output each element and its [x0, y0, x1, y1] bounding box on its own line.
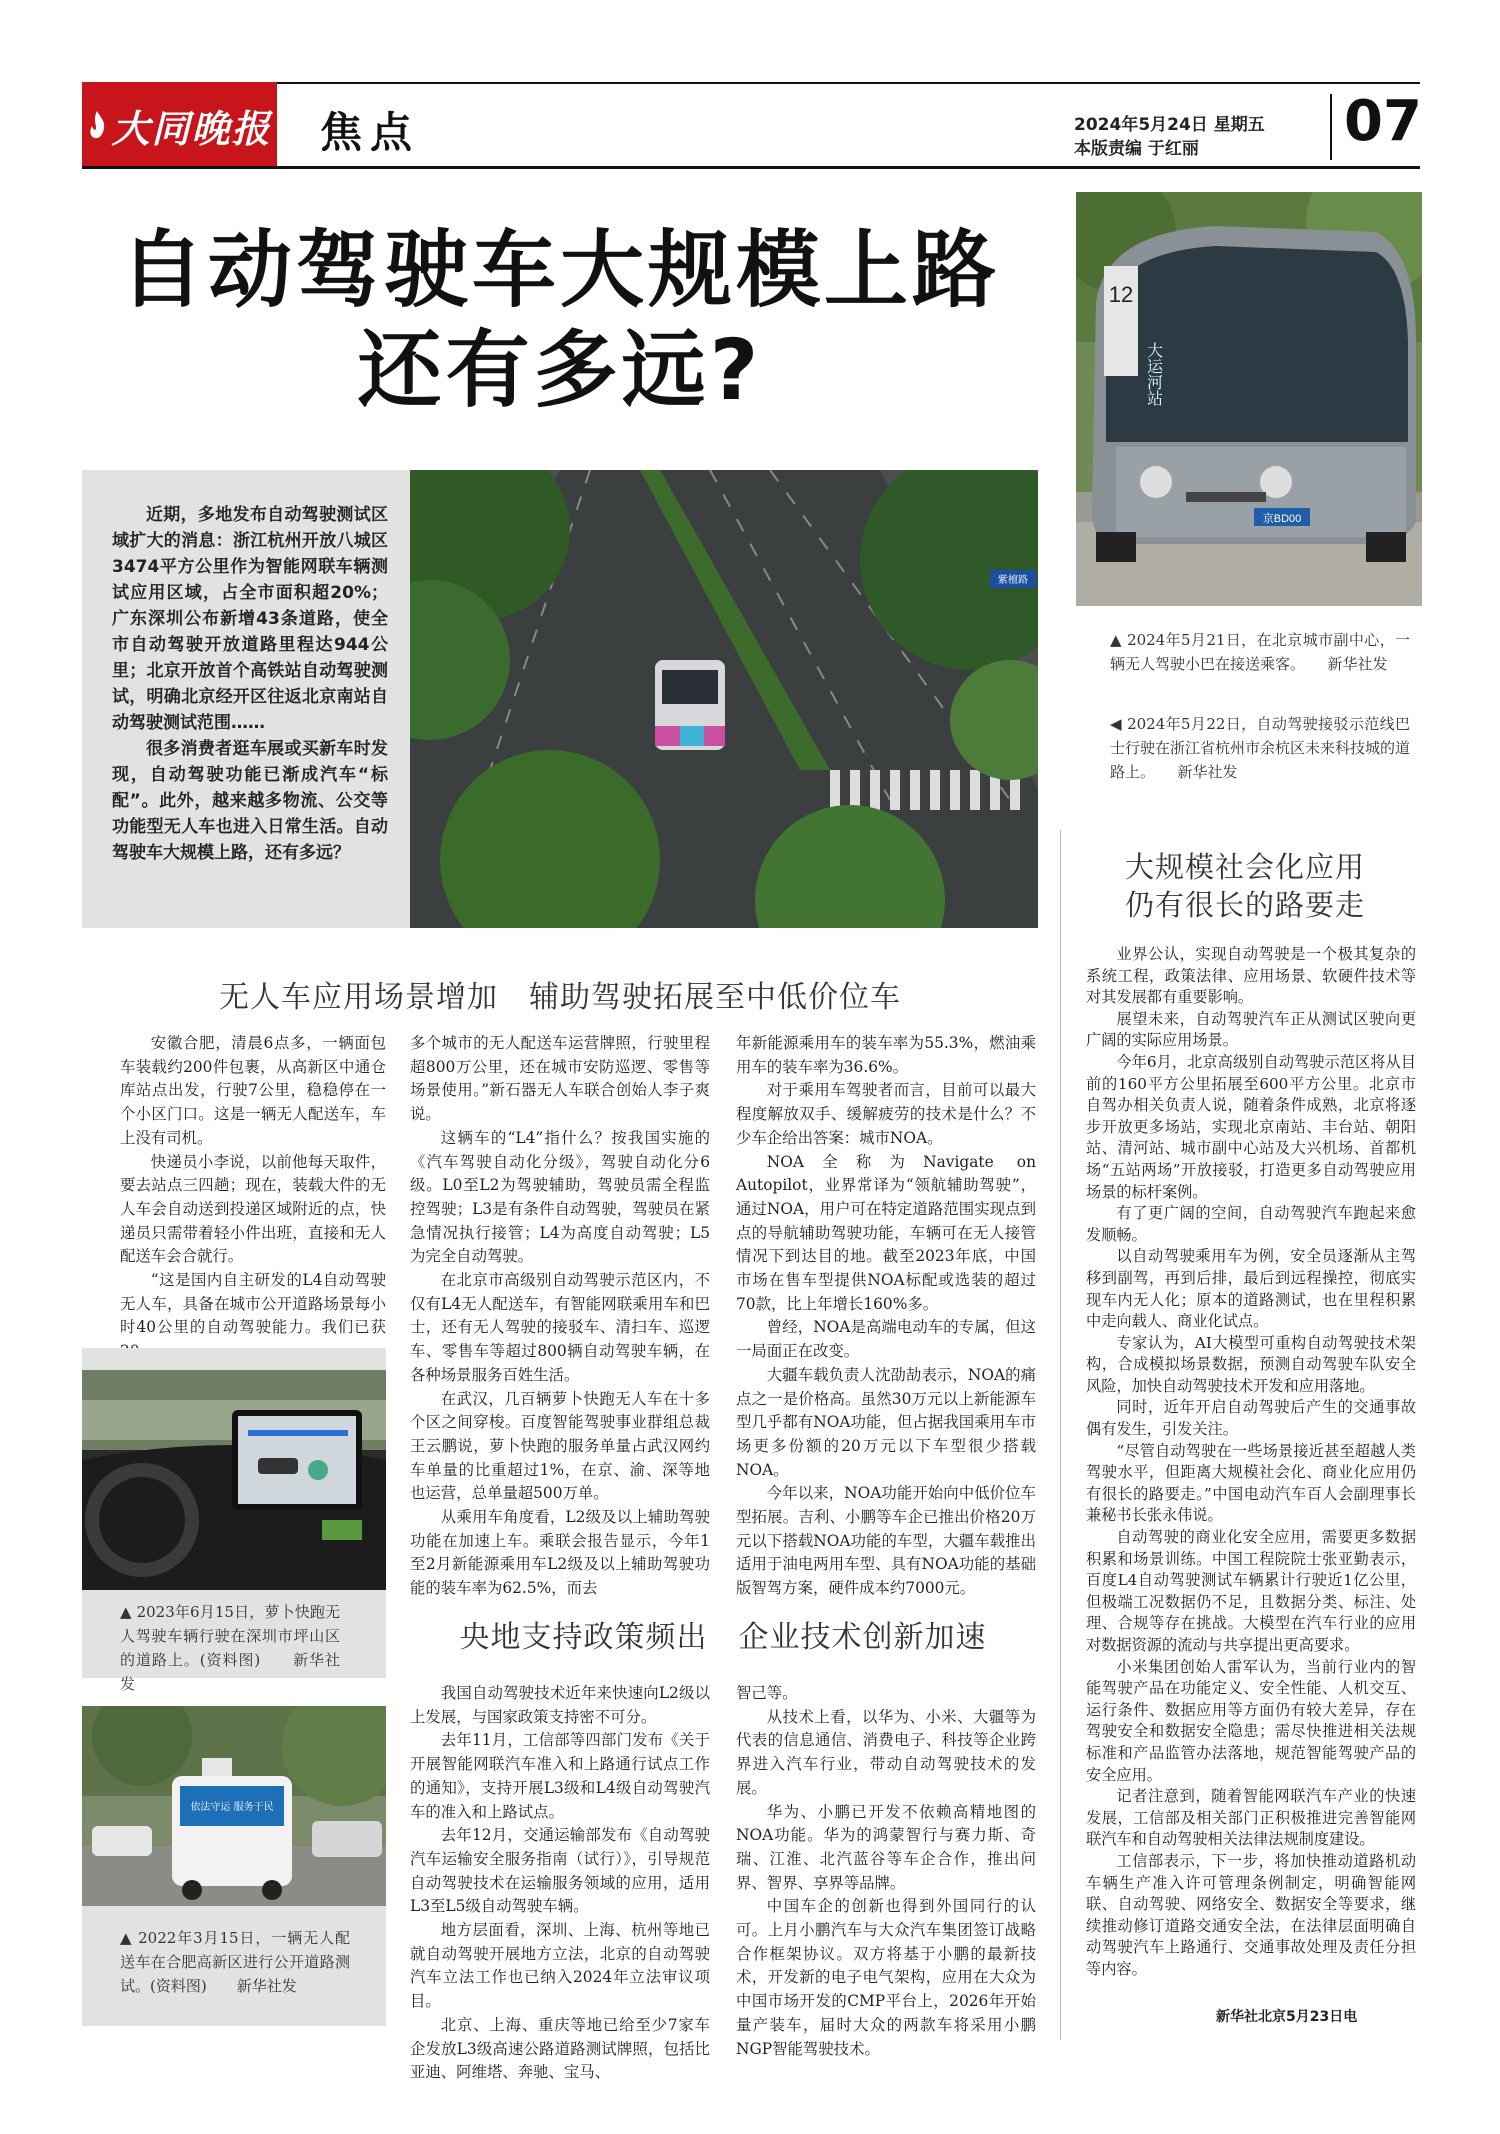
body-paragraph: 快递员小李说，以前他每天取件，要去站点三四趟；现在，装载大件的无人车会自动送到投递区域附近的点，快递员只需带着轻小件出班，直接和无人配送车会合就行。: [120, 1152, 386, 1266]
masthead-logo: [82, 82, 277, 168]
header-rule: [82, 166, 1420, 169]
bus-display-text: 大运河站: [1144, 342, 1164, 406]
bus-route-number: 12: [1108, 282, 1134, 307]
body-paragraph: 智己等。: [736, 1684, 798, 1702]
body-paragraph: 从技术上看，以华为、小米、大疆等为代表的信息通信、消费电子、科技等企业跨界进入汽车行业，带动自动驾驶技术的发展。: [736, 1707, 1036, 1797]
flame-icon: [87, 110, 107, 140]
body-paragraph: 业界公认，实现自动驾驶是一个极其复杂的系统工程，政策法律、应用场景、软硬件技术等对其发展都有重要影响。: [1086, 945, 1416, 1007]
article-column-1: [120, 1032, 386, 1364]
body-paragraph: 有了更广阔的空间，自动驾驶汽车跑起来愈发顺畅。: [1086, 1204, 1416, 1244]
subhead-driverless-scenarios: 无人车应用场景增加 辅助驾驶拓展至中低价位车: [219, 980, 901, 1015]
headline-line-1: 自动驾驶车大规模上路: [119, 221, 1000, 319]
body-paragraph: 在北京市高级别自动驾驶示范区内，不仅有L4无人配送车，有智能网联乘用车和巴士，还有无人驾驶的接驳车、清扫车、巡逻车、零售车等超过800辆自动驾驶车辆，在各种场景服务百姓生活。: [410, 1271, 710, 1384]
body-paragraph: 地方层面看，深圳、上海、杭州等地已就自动驾驶开展地方立法，北京的自动驾驶汽车立法工作也已纳入2024年立法审议项目。: [410, 1921, 710, 2011]
body-paragraph: 中国车企的创新也得到外国同行的认可。上月小鹏汽车与大众汽车集团签订战略合作框架协议。双方将基于小鹏的最新技术，开发新的电子电气架构，应用在大众为中国市场开发的CMP平台上，2026年开始量产装车，届时大众的两款车将采用小鹏NGP智能驾驶技术。: [736, 1897, 1036, 2058]
body-paragraph: 在武汉，几百辆萝卜快跑无人车在十多个区之间穿梭。百度智能驾驶事业群组总裁王云鹏说，萝卜快跑的服务单量占武汉网约车单量的比重超过1%，在京、渝、深等地也运营，总单量超500万单。: [410, 1389, 710, 1503]
article-column-3: [736, 1032, 1036, 1601]
article-column-3-lower: [736, 1682, 1036, 2061]
lead-paragraph: 近期，多地发布自动驾驶测试区域扩大的消息：浙江杭州开放八城区3474平方公里作为智能网联车辆测试应用区域，占全市面积超20%；广东深圳公布新增43条道路，使全市自动驾驶开放道路里程达944公里；北京开放首个高铁站自动驾驶测试，明确北京经开区往返北京南站自动驾驶测试范围……: [112, 505, 388, 733]
body-paragraph: 今年6月，北京高级别自动驾驶示范区将从目前的160平方公里拓展至600平方公里。北京市自驾办相关负责人说，随着条件成熟，北京将逐步开放更多场站，实现北京南站、丰台站、朝阳站、清河站、城市副中心站及大兴机场、首都机场“五站两场”开放接驳，打造更多自动驾驶应用场景的标杆案例。: [1086, 1052, 1416, 1201]
road-sign-text: 紫檀路: [998, 575, 1028, 586]
main-headline: [100, 220, 1020, 420]
body-paragraph: “这是国内自主研发的L4自动驾驶无人车，具备在城市公开道路场景每小时40公里的自动驾驶能力。我们已获: [120, 1271, 386, 1337]
headline-line-2: 还有多远?: [357, 321, 763, 419]
body-paragraph: 记者注意到，随着智能网联汽车产业的快速发展，工信部及相关部门正积极推进完善智能网联汽车和自动驾驶相关法律法规制度建设。: [1086, 1787, 1416, 1849]
page-number: 07: [1344, 89, 1422, 154]
body-paragraph: 这辆车的“L4”指什么？按我国实施的《汽车驾驶自动化分级》，驾驶自动化分6级。L0至L2为驾驶辅助，驾驶员需全程监控驾驶；L3是有条件自动驾驶，驾驶员在紧急情况执行接管；L4为高度自动驾驶；L5为完全自动驾驶。: [410, 1128, 710, 1266]
body-paragraph: 去年11月，工信部等四部门发布《关于开展智能网联汽车准入和上路通行试点工作的通知》，支持开展L3级和L4级自动驾驶汽车的准入和上路试点。: [410, 1731, 710, 1821]
body-paragraph: 工信部表示，下一步，将加快推动道路机动车辆生产准入许可管理条例制定，明确智能网联、自动驾驶、网络安全、数据安全等要求，继续推动修订道路交通安全法，在法律层面明确自动驾驶汽车上路通行、交通事故处理及责任分担等内容。: [1086, 1851, 1416, 1978]
photo-driverless-minibus: [1076, 192, 1422, 606]
subhead-large-scale-application: [1080, 848, 1410, 924]
body-paragraph: 从乘用车角度看，L2级及以上辅助驾驶功能在加速上车。乘联会报告显示，今年1至2月新能源乘用车L2级及以上辅助驾驶功能的装车率为62.5%，而去: [410, 1508, 710, 1598]
body-paragraph: 对于乘用车驾驶者而言，目前可以最大程度解放双手、缓解疲劳的技术是什么？不少车企给出答案：城市NOA。: [736, 1081, 1036, 1147]
header-divider: [1330, 94, 1332, 160]
subhead-3-line-2: 仍有很长的路要走: [1124, 888, 1365, 922]
section-title: 焦点: [320, 108, 421, 157]
article-column-4: [1086, 944, 1416, 1981]
subhead-policy-support: 央地支持政策频出 企业技术创新加速: [459, 1620, 987, 1655]
caption-minibus: ▲ 2024年5月21日，在北京城市副中心，一辆无人驾驶小巴在接送乘客。 新华社发: [1110, 631, 1410, 673]
lead-paragraph: 很多消费者逛车展或买新车时发现，自动驾驶功能已渐成汽车“标配”。此外，越来越多物流、公交等功能型无人车也进入日常生活。自动驾驶车大规模上路，还有多远？: [112, 739, 388, 863]
body-paragraph: “尽管自动驾驶在一些场景接近甚至超越人类驾驶水平，但距离大规模社会化、商业化应用仍有很长的路要走。”中国电动汽车百人会副理事长兼秘书长张永伟说。: [1086, 1441, 1416, 1525]
body-paragraph: 北京、上海、重庆等地已给至少7家车企发放L3级高速公路道路测试牌照，包括比亚迪、阿维塔、奔驰、宝马、: [410, 2015, 710, 2082]
article-column-2: [410, 1032, 710, 1601]
body-paragraph: 以自动驾驶乘用车为例，安全员逐渐从主驾移到副驾，再到后排，最后到远程操控，彻底实现车内无人化；原本的道路测试，也在里程积累中走向载人、商业化试点。: [1086, 1247, 1416, 1331]
photo-robotaxi-interior: [82, 1370, 386, 1590]
issue-date: 2024年5月24日 星期五: [1074, 115, 1265, 135]
subhead-3-line-1: 大规模社会化应用: [1124, 850, 1365, 884]
header-top-rule: [82, 82, 1420, 84]
article-byline: 新华社北京5月23日电: [1216, 2009, 1358, 2025]
body-paragraph: 华为、小鹏已开发不依赖高精地图的NOA功能。华为的鸿蒙智行与赛力斯、奇瑞、江淮、北汽蓝谷等车企合作，推出问界、智界、享界等品牌。: [736, 1802, 1036, 1892]
column-divider: [1060, 830, 1061, 2040]
body-paragraph: 去年12月，交通运输部发布《自动驾驶汽车运输安全服务指南（试行）》，引导规范自动驾驶技术在运输服务领域的应用，适用L3至L5级自动驾驶车辆。: [410, 1826, 710, 1916]
caption-robotaxi: ▲ 2023年6月15日，萝卜快跑无人驾驶车辆行驶在深圳市坪山区的道路上。(资料图) 新华社发: [120, 1603, 340, 1693]
body-paragraph: 我国自动驾驶技术近年来快速向L2级以上发展，与国家政策支持密不可分。: [410, 1684, 710, 1726]
body-paragraph: 今年以来，NOA功能开始向中低价位车型拓展。吉利、小鹏等车企已推出价格20万元以下搭载NOA功能的车型，大疆车载推出适用于油电两用车型、具有NOA功能的基础版智驾方案，硬件成本约7000元。: [736, 1484, 1036, 1598]
body-paragraph: 小米集团创始人雷军认为，当前行业内的智能驾驶产品在功能定义、安全性能、人机交互、运行条件、数据应用等方面仍有较大差异，存在驾驶安全和数据安全隐患；需尽快推进相关法规标准和产品监管办法落地，规范智能驾驶产品的安全应用。: [1086, 1657, 1416, 1784]
photo-aerial-road-bus: [410, 470, 1038, 928]
caption-hangzhou-bus: ◀ 2024年5月22日，自动驾驶接驳示范线巴士行驶在浙江省杭州市余杭区未来科技城的道路上。 新华社发: [1110, 715, 1411, 781]
bus-license-plate: 京BD00: [1262, 513, 1302, 525]
body-paragraph: 展望未来，自动驾驶汽车正从测试区驶向更广阔的实际应用场景。: [1086, 1009, 1416, 1050]
article-column-2-lower: [410, 1682, 710, 2085]
lead-summary-box: [82, 470, 410, 928]
body-paragraph: 大疆车载负责人沈劭劼表示，NOA的痛点之一是价格高。虽然30万元以上新能源车型几乎都有NOA功能，但占据我国乘用车市场更多份额的20万元以下车型很少搭载NOA。: [736, 1365, 1036, 1479]
body-paragraph: 曾经，NOA是高端电动车的专属，但这一局面正在改变。: [736, 1318, 1036, 1361]
body-paragraph: 专家认为，AI大模型可重构自动驾驶技术架构，合成模拟场景数据，预测自动驾驶车队安全风险，加快自动驾驶技术开发和应用落地。: [1086, 1333, 1416, 1395]
body-paragraph: 自动驾驶的商业化安全应用，需要更多数据积累和场景训练。中国工程院院士张亚勤表示，百度L4自动驾驶测试车辆累计行驶近1亿公里，但极端工况数据仍不足，且数据分类、标注、处理、合规等存在挑战。大模型在汽车行业的应用对数据资源的流动与共享提出更高要求。: [1086, 1528, 1416, 1654]
body-paragraph: 年新能源乘用车的装车率为55.3%，燃油乘用车的装车率为36.6%。: [736, 1034, 1036, 1076]
body-paragraph: 安徽合肥，清晨6点多，一辆面包车装载约200件包裹，从高新区中通仓库站点出发，行驶7公里，稳稳停在一个小区门口。这是一辆无人配送车，车上没有司机。: [120, 1034, 386, 1147]
body-paragraph: NOA全称为Navigate on Autopilot，业界常译为“领航辅助驾驶”，通过NOA，用户可在特定道路范围实现点到点的导航辅助驾驶功能，车辆可在无人接管情况下到达目的地。截至2023年底，中国市场在售车型提供NOA标配或选装的超过70款，比上年增长160%多。: [736, 1152, 1036, 1313]
delivery-panel-text: 依法守运 服务于民: [190, 1802, 274, 1813]
body-paragraph: 多个城市的无人配送车运营牌照，行驶里程超800万公里，还在城市安防巡逻、零售等场景使用。”新石器无人车联合创始人李子爽说。: [410, 1034, 710, 1124]
paper-name: 大同晚报: [111, 105, 272, 151]
caption-delivery: ▲ 2022年3月15日，一辆无人配送车在合肥高新区进行公开道路测试。(资料图) 新华社发: [120, 1929, 350, 1995]
page-editor: 本版责编 于红丽: [1074, 139, 1199, 159]
photo-delivery-vehicle: [82, 1706, 386, 1906]
body-paragraph: 同时，近年开启自动驾驶后产生的交通事故偶有发生，引发关注。: [1086, 1398, 1416, 1439]
